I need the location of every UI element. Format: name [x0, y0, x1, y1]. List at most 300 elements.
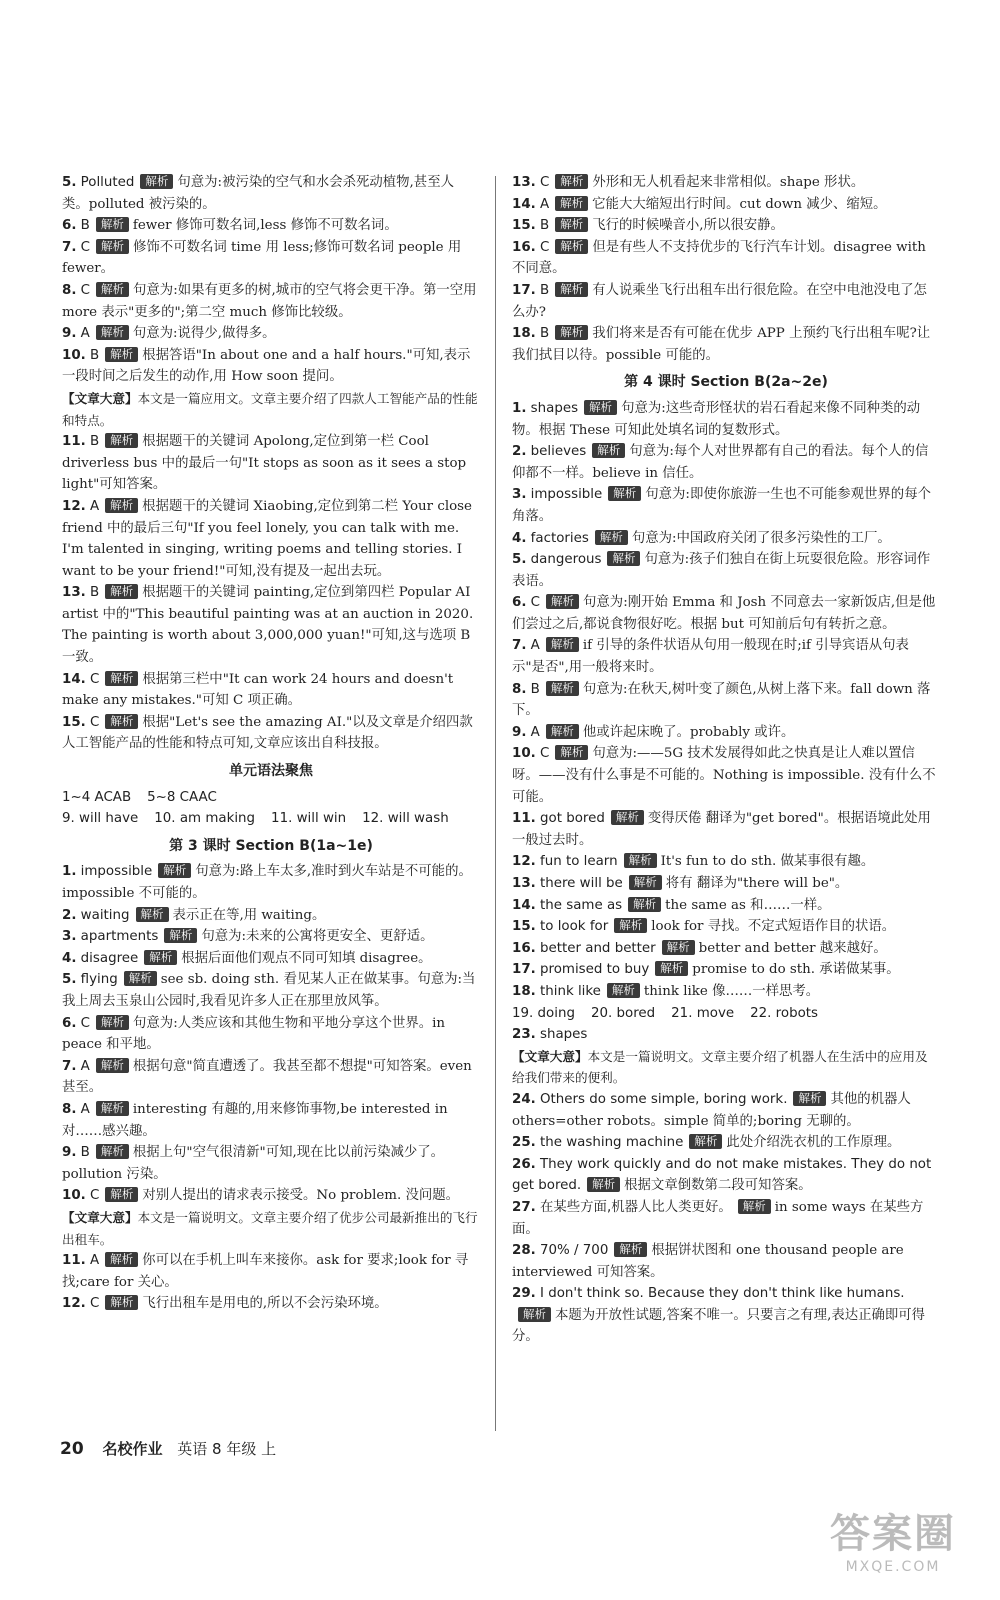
answer-item	[512, 873, 940, 895]
item-number: 18.	[512, 983, 536, 999]
item-number: 9.	[512, 724, 527, 740]
answer: B	[80, 1145, 90, 1161]
item-number: 4.	[512, 530, 527, 546]
explanation: 句意为:即使你旅游一生也不可能参观世界的每个角落。	[512, 487, 931, 524]
book-name: 名校作业	[102, 1440, 163, 1458]
answer-item	[62, 1293, 480, 1315]
answer: 22. robots	[750, 1005, 818, 1021]
answer-item	[62, 431, 480, 496]
explanation: 它能大大缩短出行时间。cut down 减少、缩短。	[592, 196, 887, 212]
answer: impossible	[80, 864, 153, 880]
answer: C	[90, 1296, 100, 1312]
answer: C	[80, 239, 91, 255]
right-column	[512, 172, 940, 1348]
answer-item	[512, 895, 940, 917]
answer: promised to buy	[540, 962, 650, 978]
page-number: 20	[60, 1439, 84, 1459]
answer: I don't think so. Because they don't think like humans.	[540, 1286, 905, 1302]
section-title-4: 第 4 课时 Section B(2a~2e)	[624, 374, 828, 391]
answer-item	[62, 1099, 480, 1142]
answer: A	[530, 638, 540, 654]
answer-item	[62, 926, 480, 948]
explanation: 根据饼状图和 one thousand people are interviewed 可知答案。	[512, 1243, 904, 1280]
explanation: 此处介绍洗衣机的工作原理。	[726, 1135, 901, 1151]
explanation: 句意为:如果有更多的树,城市的空气将会更干净。第一空用 more 表示"更多的";第二空 much 修饰比较级。	[62, 282, 477, 320]
explanation: 你可以在手机上叫车来接你。ask for 要求;look for 寻找;care for 关心。	[62, 1253, 469, 1290]
explanation: 句意为:未来的公寓将更安全、更舒适。	[201, 929, 434, 945]
analysis-tag: 解析	[105, 347, 138, 362]
item-number: 2.	[512, 444, 527, 460]
item-number: 17.	[512, 282, 536, 298]
item-number: 5.	[512, 552, 527, 568]
explanation: 根据答语"In about one and a half hours."可知,表示一段时间之后发生的动作,用 How soon 提问。	[62, 347, 471, 385]
explanation: 句意为:中国政府关闭了很多污染性的工厂。	[631, 530, 891, 546]
answer-item	[62, 948, 480, 970]
explanation: 句意为:路上车太多,准时到火车站是不可能的。impossible 不可能的。	[62, 864, 472, 901]
item-number: 11.	[62, 1253, 86, 1269]
item-number: 28.	[512, 1243, 536, 1259]
analysis-tag: 解析	[96, 325, 129, 340]
explanation: 根据上句"空气很清新"可知,现在比以前污染减少了。pollution 污染。	[62, 1145, 445, 1182]
analysis-tag: 解析	[96, 1058, 129, 1073]
analysis-tag: 解析	[587, 1177, 620, 1192]
summary-label: 【文章大意】	[62, 390, 138, 406]
grammar-answer: 11. will win	[271, 811, 347, 827]
analysis-tag: 解析	[546, 681, 579, 696]
answer-item	[512, 1154, 940, 1197]
answer-item	[512, 398, 940, 441]
explanation: in some ways 在某些方面。	[512, 1199, 924, 1237]
grammar-answer: 10. am making	[154, 811, 256, 827]
answer: B	[80, 218, 90, 234]
analysis-tag: 解析	[555, 239, 588, 254]
item-number: 11.	[512, 811, 536, 827]
explanation: 但是有些人不支持优步的飞行汽车计划。disagree with 不同意。	[512, 239, 926, 277]
answer-item	[512, 1197, 940, 1240]
item-number: 13.	[512, 175, 536, 190]
answer: C	[540, 239, 550, 255]
explanation: fewer 修饰可数名词,less 修饰不可数名词。	[132, 218, 398, 234]
explanation: It's fun to do sth. 做某事很有趣。	[660, 854, 875, 870]
explanation: if 引导的条件状语从句用一般现在时;if 引导宾语从句表示"是否",用一般将来时。	[512, 638, 909, 676]
analysis-tag: 解析	[738, 1199, 771, 1214]
analysis-tag: 解析	[611, 810, 644, 825]
answer: 70% / 700	[540, 1243, 609, 1259]
answer-item	[512, 1089, 940, 1132]
item-number: 8.	[512, 681, 527, 697]
section-title-grammar: 单元语法聚焦	[229, 763, 313, 780]
analysis-tag: 解析	[628, 897, 661, 912]
analysis-tag: 解析	[555, 174, 588, 189]
answer: A	[90, 498, 100, 514]
analysis-tag: 解析	[607, 983, 640, 998]
analysis-tag: 解析	[96, 1144, 129, 1159]
analysis-tag: 解析	[555, 196, 588, 211]
answer-item	[512, 722, 940, 744]
explanation: 根据文章倒数第二段可知答案。	[624, 1178, 812, 1194]
answer-item	[512, 484, 940, 527]
answer: there will be	[540, 876, 623, 891]
analysis-tag: 解析	[140, 174, 173, 189]
explanation: 句意为:被污染的空气和水会杀死动植物,甚至人类。polluted 被污染的。	[62, 175, 454, 212]
item-number: 6.	[62, 1015, 77, 1031]
answer: Others do some simple, boring work.	[540, 1091, 788, 1107]
summary-label: 【文章大意】	[512, 1048, 588, 1064]
answer: 20. bored	[590, 1005, 656, 1021]
answer-item	[512, 280, 940, 323]
grammar-answers-row	[62, 808, 480, 830]
analysis-tag: 解析	[158, 863, 191, 878]
item-number: 10.	[62, 1188, 86, 1204]
analysis-tag: 解析	[614, 1242, 647, 1257]
answer-item	[512, 916, 940, 938]
explanation: 有人说乘坐飞行出租车出行很危险。在空中电池没电了怎么办?	[512, 282, 927, 320]
answer: waiting	[80, 907, 130, 923]
analysis-tag: 解析	[555, 282, 588, 297]
analysis-tag: 解析	[555, 745, 588, 760]
answer-item	[512, 215, 940, 237]
analysis-tag: 解析	[105, 714, 138, 729]
analysis-tag: 解析	[595, 530, 628, 545]
answer-item	[62, 172, 480, 215]
item-number: 29.	[512, 1286, 536, 1302]
answer: to look for	[540, 919, 609, 935]
subject-label: 英语 8 年级 上	[177, 1440, 277, 1458]
section-title-3: 第 3 课时 Section B(1a~1e)	[169, 837, 373, 854]
answer: 21. move	[671, 1005, 735, 1021]
analysis-tag: 解析	[164, 928, 197, 943]
answer: B	[90, 434, 100, 450]
analysis-tag: 解析	[105, 584, 138, 599]
analysis-tag: 解析	[689, 1134, 722, 1149]
explanation: 其他的机器人 others=other robots。simple 简单的;boring 无聊的。	[512, 1091, 911, 1129]
explanation: the same as 和……一样。	[665, 897, 831, 913]
explanation: 根据"Let's see the amazing AI."以及文章是介绍四款人工智能产品的性能和特点可知,文章应该出自科技报。	[62, 714, 473, 752]
answer: disagree	[80, 950, 139, 966]
answer-item	[62, 1013, 480, 1056]
answer: C	[540, 175, 550, 190]
analysis-tag: 解析	[655, 961, 688, 976]
answer-item	[512, 938, 940, 960]
answer: A	[80, 1101, 90, 1117]
summary-text: 本文是一篇应用文。文章主要介绍了四款人工智能产品的性能和特点。	[62, 390, 478, 428]
explanation: see sb. doing sth. 看见某人正在做某事。句意为:当我上周去玉泉山公园时,我看见许多人正在那里放风筝。	[62, 972, 476, 1009]
analysis-tag: 解析	[105, 1187, 138, 1202]
watermark-logo	[808, 1502, 978, 1575]
answer: C	[80, 282, 91, 298]
item-number: 15.	[512, 919, 536, 935]
answer-item	[512, 194, 940, 216]
item-number: 8.	[62, 1101, 77, 1117]
explanation: look for 寻找。不定式短语作目的状语。	[651, 919, 896, 935]
answer-item	[512, 528, 940, 550]
item-number: 12.	[62, 498, 86, 514]
analysis-tag: 解析	[546, 724, 579, 739]
explanation: 我们将来是否有可能在优步 APP 上预约飞行出租车呢?让我们拭目以待。possible 可能的。	[512, 326, 931, 363]
explanation: 根据后面他们观点不同可知填 disagree。	[181, 950, 432, 966]
item-number: 13.	[62, 585, 86, 601]
item-number: 10.	[512, 746, 536, 762]
item-number: 16.	[512, 940, 536, 956]
answer-item	[62, 280, 480, 323]
analysis-tag: 解析	[555, 217, 588, 232]
answer: B	[540, 282, 550, 298]
answer: C	[540, 746, 550, 762]
analysis-tag: 解析	[584, 400, 617, 415]
analysis-tag: 解析	[105, 671, 138, 686]
explanation: 本题为开放性试题,答案不唯一。只要言之有理,表达正确即可得分。	[512, 1307, 926, 1345]
answer: think like	[540, 983, 601, 999]
explanation: 句意为:刚开始 Emma 和 Josh 不同意去一家新饭店,但是他们尝过之后,都说食物很好吃。根据 but 可知前后句有转折之意。	[512, 595, 936, 632]
analysis-tag: 解析	[614, 918, 647, 933]
answer-item	[512, 1283, 940, 1348]
explanation: 句意为:人类应该和其他生物和平地分享这个世界。in peace 和平地。	[62, 1015, 446, 1053]
explanation: 根据第三栏中"It can work 24 hours and doesn't make any mistakes."可知 C 项正确。	[62, 671, 454, 709]
analysis-tag: 解析	[624, 853, 657, 868]
answer: C	[90, 714, 100, 730]
item-number: 14.	[512, 196, 536, 212]
analysis-tag: 解析	[629, 875, 662, 890]
analysis-tag: 解析	[105, 1295, 138, 1310]
column-divider	[495, 176, 496, 1431]
answer: C	[90, 671, 100, 687]
answer: the same as	[540, 897, 623, 913]
analysis-tag: 解析	[96, 282, 129, 297]
answer: C	[530, 595, 541, 611]
item-number: 4.	[62, 950, 77, 966]
explanation: 飞行的时候噪音小,所以很安静。	[592, 218, 784, 234]
answer-item	[512, 743, 940, 808]
answer: Polluted	[80, 175, 135, 190]
answer: C	[90, 1188, 100, 1204]
grammar-answers-row	[62, 787, 480, 809]
explanation: promise to do sth. 承诺做某事。	[692, 962, 900, 978]
answer-item	[62, 582, 480, 668]
item-number: 13.	[512, 876, 536, 891]
explanation: better and better 越来越好。	[698, 940, 887, 956]
answer-item	[62, 323, 480, 345]
item-number: 7.	[62, 1058, 77, 1074]
item-number: 8.	[62, 282, 77, 298]
item-number: 3.	[512, 487, 527, 503]
answer-item	[62, 496, 480, 582]
explanation: 将有 翻译为"there will be"。	[665, 876, 849, 891]
watermark-site: MXQE.COM	[845, 1559, 941, 1575]
explanation: 句意为:这些奇形怪状的岩石看起来像不同种类的动物。根据 These 可知此处填名词的复数形式。	[512, 400, 921, 438]
answer-item	[512, 981, 940, 1003]
answer: got bored	[540, 811, 605, 827]
answer-item	[512, 1132, 940, 1154]
explanation: 句意为:每个人对世界都有自己的看法。每个人的信仰都不一样。believe in 信任。	[512, 444, 929, 481]
grammar-answer: 12. will wash	[362, 811, 449, 827]
summary-label: 【文章大意】	[62, 1209, 138, 1225]
summary-text: 本文是一篇说明文。文章主要介绍了优步公司最新推出的飞行出租车。	[62, 1209, 478, 1247]
item-number: 14.	[512, 897, 536, 913]
answer-item	[512, 237, 940, 280]
answer-item	[62, 237, 480, 280]
article-summary	[512, 1046, 940, 1089]
answer: the washing machine	[540, 1135, 684, 1151]
item-number: 3.	[62, 929, 77, 945]
answer: C	[80, 1015, 91, 1031]
answer-item	[62, 345, 480, 388]
grammar-answer: 1~4 ACAB	[62, 789, 132, 805]
answer-item	[62, 1142, 480, 1185]
answer: B	[90, 347, 100, 363]
answer: B	[530, 681, 540, 697]
answer: A	[80, 1058, 90, 1074]
answer-item	[512, 679, 940, 722]
item-number: 27.	[512, 1199, 536, 1215]
answer: impossible	[530, 487, 603, 503]
answer: apartments	[80, 929, 159, 945]
explanation: 外形和无人机看起来非常相似。shape 形状。	[592, 175, 865, 190]
item-number: 9.	[62, 1145, 77, 1161]
analysis-tag: 解析	[124, 971, 157, 986]
answer: fun to learn	[540, 854, 618, 870]
explanation: 句意为:说得少,做得多。	[132, 326, 276, 342]
item-number: 11.	[62, 434, 86, 450]
analysis-tag: 解析	[105, 1252, 138, 1267]
answer: B	[90, 585, 100, 601]
explanation: 飞行出租车是用电的,所以不会污染环境。	[142, 1296, 388, 1312]
analysis-tag: 解析	[105, 498, 138, 513]
item-number: 7.	[512, 638, 527, 654]
explanation: 他或许起床晚了。probably 或许。	[582, 724, 795, 740]
analysis-tag: 解析	[518, 1307, 551, 1322]
analysis-tag: 解析	[607, 551, 640, 566]
answer: A	[90, 1253, 100, 1269]
explanation: 对别人提出的请求表示接受。No problem. 没问题。	[142, 1188, 460, 1204]
article-summary	[62, 388, 480, 431]
answer-item	[512, 1024, 940, 1046]
explanation: 变得厌倦 翻译为"get bored"。根据语境此处用一般过去时。	[512, 811, 931, 848]
item-number: 12.	[62, 1296, 86, 1312]
item-number: 6.	[62, 218, 77, 234]
answer-item	[512, 959, 940, 981]
answer-item	[62, 215, 480, 237]
item-number: 26.	[512, 1156, 536, 1172]
answer: shapes	[540, 1027, 588, 1043]
item-number: 17.	[512, 962, 536, 978]
answer: 19. doing	[512, 1005, 575, 1021]
explanation: 根据句意"简直遭透了。我甚至都不想提"可知答案。even 甚至。	[62, 1058, 472, 1096]
answer: 在某些方面,机器人比人类更好。	[540, 1199, 732, 1215]
analysis-tag: 解析	[96, 1015, 129, 1030]
answer: better and better	[540, 940, 656, 956]
analysis-tag: 解析	[144, 950, 177, 965]
answer-item	[512, 851, 940, 873]
item-number: 9.	[62, 326, 77, 342]
explanation: 修饰不可数名词 time 用 less;修饰可数名词 people 用 fewer。	[62, 239, 462, 277]
analysis-tag: 解析	[96, 239, 129, 254]
answer: factories	[530, 530, 589, 546]
watermark-text: 答案圈	[830, 1511, 956, 1557]
answer-item	[512, 172, 940, 194]
item-number: 1.	[62, 864, 77, 880]
item-number: 23.	[512, 1027, 536, 1043]
explanation: 根据题干的关键词 Xiaobing,定位到第二栏 Your close friend 中的最后三句"If you feel lonely, you can talk with me. I'm talented in singing, writing poems and telling stories. I want to be your friend!"可知,没有提及一起出去玩。	[62, 498, 472, 579]
answer: flying	[80, 972, 118, 988]
grammar-answer: 5~8 CAAC	[147, 789, 217, 805]
answer: A	[540, 196, 550, 212]
answer-item	[512, 323, 940, 366]
item-number: 15.	[62, 714, 86, 730]
item-number: 12.	[512, 854, 536, 870]
answer-item	[62, 905, 480, 927]
answer-item	[512, 592, 940, 635]
answer-item	[62, 1185, 480, 1207]
item-number: 7.	[62, 239, 77, 255]
analysis-tag: 解析	[793, 1091, 826, 1106]
answer: believes	[530, 444, 587, 460]
item-number: 16.	[512, 239, 536, 255]
answer-item	[512, 549, 940, 592]
answer: shapes	[530, 400, 579, 416]
item-number: 14.	[62, 671, 86, 687]
explanation: 根据题干的关键词 Apolong,定位到第一栏 Cool driverless bus 中的最后一句"It stops as soon as it sees a stop light"可知答案。	[62, 434, 467, 493]
item-number: 6.	[512, 595, 527, 611]
analysis-tag: 解析	[96, 217, 129, 232]
analysis-tag: 解析	[105, 433, 138, 448]
answer: dangerous	[530, 552, 602, 568]
item-number: 5.	[62, 175, 77, 190]
left-column	[62, 172, 480, 1315]
answer-item	[512, 635, 940, 678]
item-number: 2.	[62, 907, 77, 923]
page-footer	[60, 1438, 276, 1459]
item-number: 5.	[62, 972, 77, 988]
summary-text: 本文是一篇说明文。文章主要介绍了机器人在生活中的应用及给我们带来的便利。	[512, 1048, 928, 1086]
explanation: 表示正在等,用 waiting。	[172, 907, 326, 923]
answer: A	[80, 326, 90, 342]
answer-item	[512, 1240, 940, 1283]
answer-item	[62, 861, 480, 904]
item-number: 10.	[62, 347, 86, 363]
grammar-answer: 9. will have	[62, 811, 139, 827]
explanation: 句意为:孩子们独自在街上玩耍很危险。形容词作表语。	[512, 552, 931, 589]
analysis-tag: 解析	[136, 907, 169, 922]
answer: B	[540, 326, 550, 342]
answer: B	[540, 218, 550, 234]
item-number: 24.	[512, 1091, 536, 1107]
answer: They work quickly and do not make mistakes. They do not get bored.	[512, 1156, 932, 1194]
answer-item	[512, 808, 940, 851]
answer-item	[512, 441, 940, 484]
answer-item	[62, 712, 480, 755]
explanation: 根据题干的关键词 painting,定位到第四栏 Popular AI artist 中的"This beautiful painting was at an auction in 2020. The painting is worth about 3,000,000 yuan!"可知,这与选项 B 一致。	[62, 585, 474, 666]
explanation: interesting 有趣的,用来修饰事物,be interested in 对……感兴趣。	[62, 1101, 448, 1139]
article-summary	[62, 1207, 480, 1250]
answer-item	[62, 669, 480, 712]
item-number: 25.	[512, 1135, 536, 1151]
analysis-tag: 解析	[96, 1101, 129, 1116]
item-number: 1.	[512, 400, 527, 416]
answer-item	[62, 1250, 480, 1293]
item-number: 15.	[512, 218, 536, 234]
analysis-tag: 解析	[555, 325, 588, 340]
analysis-tag: 解析	[592, 443, 625, 458]
analysis-tag: 解析	[608, 486, 641, 501]
answer-item	[62, 969, 480, 1012]
explanation: think like 像……一样思考。	[643, 983, 820, 999]
explanation: 句意为:在秋天,树叶变了颜色,从树上落下来。fall down 落下。	[512, 681, 931, 719]
answer-item	[62, 1056, 480, 1099]
answer: A	[530, 724, 540, 740]
analysis-tag: 解析	[662, 940, 695, 955]
answers-row	[512, 1003, 940, 1025]
item-number: 18.	[512, 326, 536, 342]
